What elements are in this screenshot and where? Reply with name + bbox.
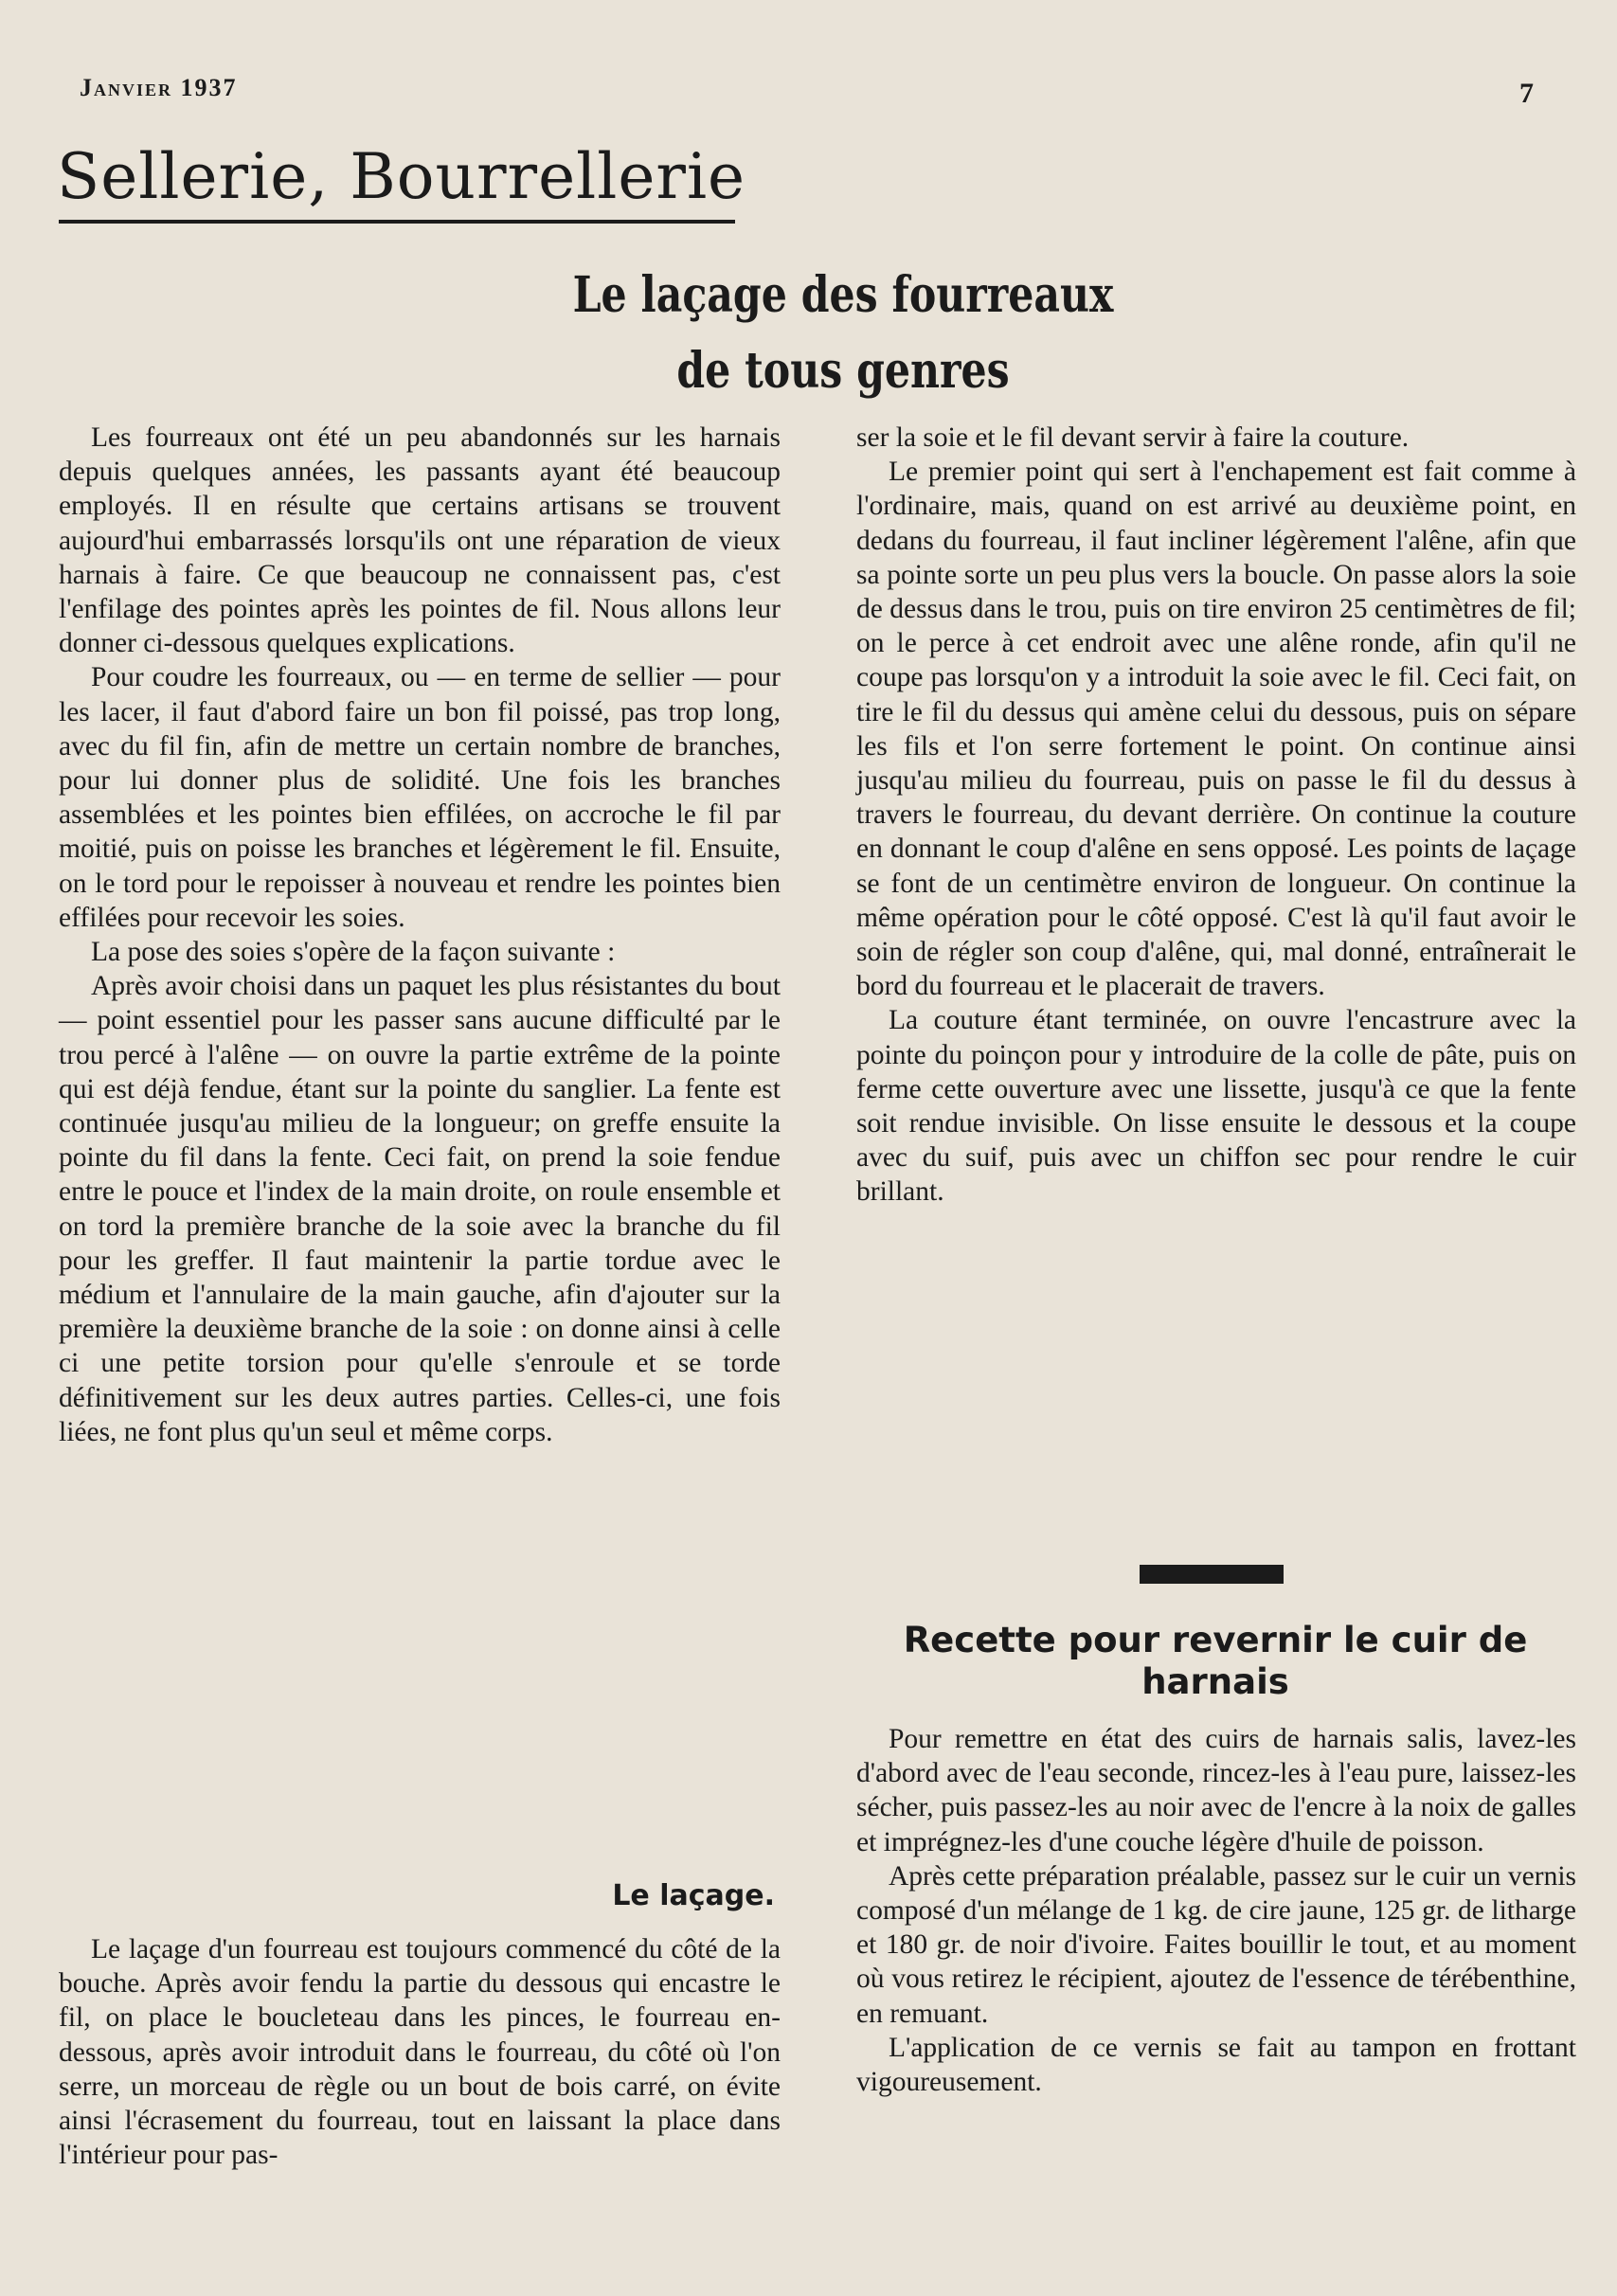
section-title-rule: [59, 220, 735, 224]
recipe-paragraph: Après cette préparation préalable, passez sur le cuir un vernis composé d'un mélange de 1 kg. de cire jaune, 125 gr. de litharge et 180 gr. de noir d'ivoire. Faites bouillir le tout, et au moment où vous retirez le récipient, ajoutez de l'essence de térébenthine, en remuant.: [856, 1860, 1576, 2029]
article-paragraph: Les fourreaux ont été un peu abandonnés sur les harnais depuis quelques années, les passants ayant été beaucoup employés. Il en résulte que certains artisans se trouvent aujourd'hui embarrassés lorsqu'ils ont une réparation de vieux harnais à faire. Ce que beaucoup ne connaissent pas, c'est l'enfilage des pointes après les pointes de fil. Nous allons leur donner ci-dessous quelques explications.: [59, 422, 781, 659]
article-paragraph: La couture étant terminée, on ouvre l'encastrure avec la pointe du poinçon pour y introduire de la colle de pâte, puis on ferme cette ouverture avec une lissette, jusqu'à ce que la fente soit rendue invisible. On lisse ensuite le dessous et la coupe avec du suif, puis avec un chiffon sec pour rendre le cuir brillant.: [856, 1005, 1576, 1208]
article-paragraph-continued: ser la soie et le fil devant servir à faire la couture.: [856, 422, 1410, 453]
section-separator: [1140, 1565, 1284, 1584]
article-paragraph: Après avoir choisi dans un paquet les plus résistantes du bout— point essentiel pour les passer sans aucune difficulté par le trou percé à l'alêne — on ouvre la partie extrême de la pointe qui est déjà fendue, étant sur la pointe du sanglier. La fente est continuée jusqu'au milieu de la longueur; on greffe ensuite la pointe du fil dans la fente. Ceci fait, on prend la soie fendue entre le pouce et l'index de la main droite, on roule ensemble et on tord la première branche de la soie avec la branche du fil pour les greffer. Il faut maintenir la partie tordue avec le médium et l'annulaire de la main gauche, afin d'ajouter sur la première la deuxième branche de la soie : on donne ainsi à celle ci une petite torsion pour qu'elle s'enroule et se torde définitivement sur les deux autres parties. Celles-ci, une fois liées, ne font plus qu'un seul et même corps.: [59, 971, 781, 1447]
issue-date: Janvier 1937: [80, 74, 238, 101]
page-number: 7: [1519, 78, 1534, 109]
article-title: [571, 258, 1115, 409]
lacage-paragraph: Le laçage d'un fourreau est toujours commencé du côté de la bouche. Après avoir fendu la partie du dessous qui encastre le fil, on place le boucleteau dans les pinces, le fourreau en-dessous, après avoir introduit dans le fourreau, du côté où l'on serre, un morceau de règle ou un bout de bois carré, on évite ainsi l'écrasement du fourreau, tout en laissant la place dans l'intérieur pour pas-: [59, 1934, 781, 2171]
article-paragraph: La pose des soies s'opère de la façon suivante :: [91, 937, 616, 968]
recipe-title: Recette pour revernir le cuir de harnais: [903, 1620, 1528, 1702]
recipe-paragraph: Pour remettre en état des cuirs de harnais salis, lavez-les d'abord avec de l'eau seconde, rincez-les à l'eau pure, laissez-les sécher, puis passez-les au noir avec de l'encre à la noix de galles et imprégnez-les d'une couche légère d'huile de poisson.: [856, 1724, 1576, 1857]
recipe-paragraph: L'application de ce vernis se fait au tampon en frottant vigoureusement.: [856, 2032, 1576, 2098]
article-title-line-1: Le laçage des fourreaux: [572, 266, 1114, 324]
lacage-subheading: Le laçage.: [612, 1879, 775, 1912]
article-paragraph: Le premier point qui sert à l'enchapement est fait comme à l'ordinaire, mais, quand on est arrivé au deuxième point, en dedans du fourreau, il faut incliner légèrement l'alêne, afin que sa pointe sorte un peu plus vers la boucle. On passe alors la soie de dessus dans le trou, puis on tire environ 25 centimètres de fil; on le perce à cet endroit avec une alêne ronde, afin qu'il ne coupe pas lorsqu'on y a introduit la soie avec le fil. Ceci fait, on tire le fil du dessus qui amène celui du dessous, puis on sépare les fils et l'on serre fortement le point. On continue ainsi jusqu'au milieu du fourreau, puis on passe le fil du dessus à travers le fourreau, du devant derrière. On continue la couture en donnant le coup d'alêne en sens opposé. Les points de laçage se font de un centimètre environ de longueur. On continue la même opération pour le côté opposé. C'est là qu'il faut avoir le soin de régler son coup d'alêne, qui, mal donné, entraînerait le bord du fourreau et le placerait de travers.: [856, 457, 1576, 1002]
article-left-column: [59, 421, 781, 1449]
article-paragraph: Pour coudre les fourreaux, ou — en terme de sellier — pour les lacer, il faut d'abord faire un bon fil poissé, pas trop long, avec du fil fin, afin de mettre un certain nombre de branches, pour lui donner plus de solidité. Une fois les branches assemblées et les pointes bien effilées, on accroche le fil par moitié, puis on poisse les branches et légèrement le fil. Ensuite, on le tord pour le repoisser à nouveau et rendre les pointes bien effilées pour recevoir les soies.: [59, 662, 781, 933]
recipe-column: [856, 1722, 1576, 2099]
section-title: Sellerie, Bourrellerie: [57, 140, 746, 213]
article-right-column: [856, 421, 1576, 1210]
article-title-line-2: de tous genres: [676, 342, 1010, 400]
lacage-column: [59, 1932, 781, 2172]
